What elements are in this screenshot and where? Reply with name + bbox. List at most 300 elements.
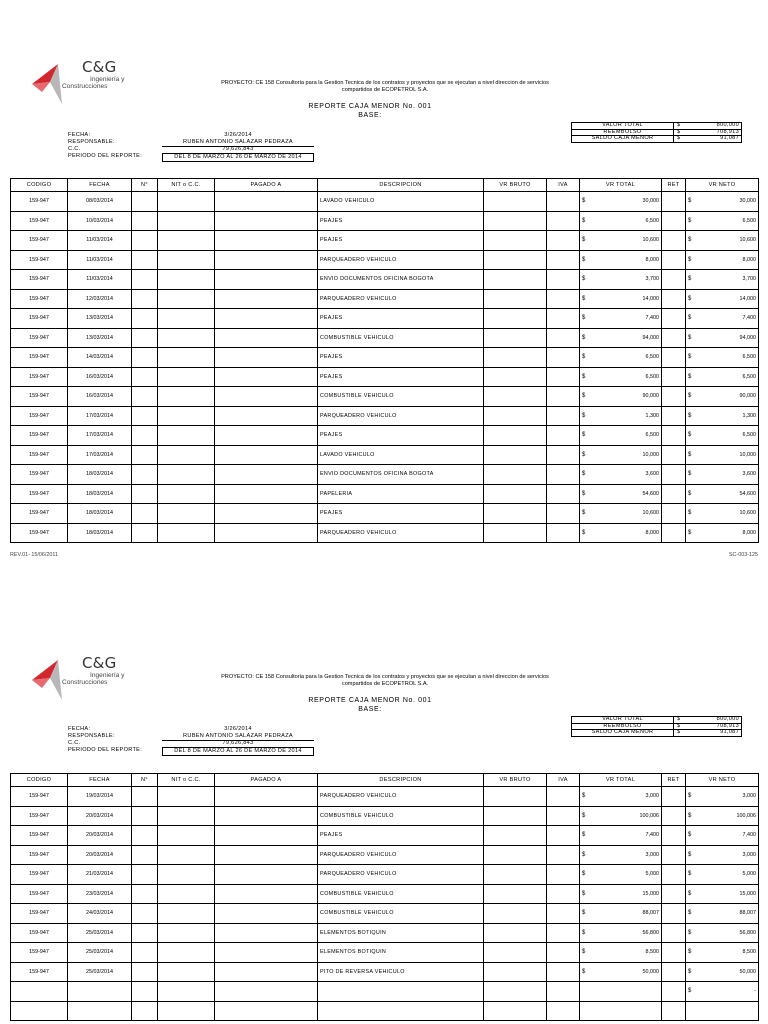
- ret-cell: [662, 845, 686, 865]
- fecha-value: 3/26/2014: [224, 132, 252, 138]
- report-title-block: [270, 697, 470, 714]
- iva-cell: [547, 348, 580, 368]
- codigo-cell: 159-947: [11, 962, 68, 982]
- summary-label: SALDO CAJA MENOR: [572, 730, 674, 737]
- vr-bruto-cell: [484, 250, 547, 270]
- ret-cell: [662, 923, 686, 943]
- report-page-2: [0, 640, 768, 1024]
- column-header: RET: [662, 179, 686, 192]
- codigo-cell: 159-947: [11, 787, 68, 807]
- vr-neto-cell: [686, 904, 759, 924]
- nit-cell: [158, 943, 215, 963]
- vr-bruto-cell: [484, 884, 547, 904]
- summary-row-total: [572, 717, 742, 724]
- ret-cell: [662, 367, 686, 387]
- nit-cell: [158, 387, 215, 407]
- amount-value: 8,000: [645, 256, 659, 263]
- descripcion-cell: PAPELERIA: [318, 484, 484, 504]
- pagado-a-cell: [215, 806, 318, 826]
- ret-cell: [662, 445, 686, 465]
- pagado-a-cell: [215, 504, 318, 524]
- ret-cell: [662, 250, 686, 270]
- table-row: [11, 192, 759, 212]
- currency-symbol: $: [582, 393, 586, 400]
- currency-symbol: $: [582, 373, 586, 380]
- nit-cell: [158, 504, 215, 524]
- periodo-value: DEL 8 DE MARZO AL 26 DE MARZO DE 2014: [162, 747, 314, 756]
- numero-cell: [132, 289, 158, 309]
- table-row: [11, 962, 759, 982]
- codigo-cell: 159-947: [11, 387, 68, 407]
- summary-value: 800,000: [682, 123, 741, 130]
- pagado-a-cell: [215, 943, 318, 963]
- pagado-a-cell: [215, 826, 318, 846]
- table-row: [11, 231, 759, 251]
- pagado-a-cell: [215, 865, 318, 885]
- amount-value: 88,007: [739, 910, 756, 917]
- currency-symbol: $: [688, 315, 692, 322]
- codigo-cell: 159-947: [11, 445, 68, 465]
- numero-cell: [132, 211, 158, 231]
- fecha-cell: 11/03/2014: [68, 270, 132, 290]
- ret-cell: [662, 504, 686, 524]
- fecha-cell: 17/03/2014: [68, 406, 132, 426]
- vr-neto-cell: [686, 484, 759, 504]
- amount-value: 100,006: [639, 812, 659, 819]
- amount-value: 10,600: [642, 510, 659, 517]
- table-row: [11, 406, 759, 426]
- numero-cell: [132, 367, 158, 387]
- numero-cell: [132, 806, 158, 826]
- vr-neto-cell: [686, 943, 759, 963]
- amount-value: 6,500: [742, 373, 756, 380]
- nit-cell: [158, 787, 215, 807]
- summary-label: REEMBOLSO: [572, 723, 674, 730]
- vr-neto-cell: [686, 348, 759, 368]
- ret-cell: [662, 192, 686, 212]
- vr-bruto-cell: [484, 289, 547, 309]
- table-row: [11, 904, 759, 924]
- summary-row-total: [572, 123, 742, 130]
- currency-symbol: $: [582, 812, 586, 819]
- amount-value: 94,000: [739, 334, 756, 341]
- numero-cell: [132, 387, 158, 407]
- table-row: [11, 865, 759, 885]
- numero-cell: [132, 1001, 158, 1021]
- periodo-label: PERIODO DEL REPORTE:: [68, 153, 143, 159]
- currency-symbol: $: [582, 256, 586, 263]
- vr-neto-cell: [686, 845, 759, 865]
- currency-symbol: $: [674, 730, 683, 737]
- amount-value: 90,000: [739, 393, 756, 400]
- ret-cell: [662, 426, 686, 446]
- currency-symbol: $: [688, 529, 692, 536]
- numero-cell: [132, 426, 158, 446]
- pagado-a-cell: [215, 367, 318, 387]
- vr-neto-cell: [686, 982, 759, 1002]
- amount-value: 50,000: [739, 968, 756, 975]
- vr-total-cell: [580, 504, 662, 524]
- numero-cell: [132, 484, 158, 504]
- amount-value: 30,000: [642, 198, 659, 205]
- fecha-cell: 16/03/2014: [68, 367, 132, 387]
- codigo-cell: 159-947: [11, 289, 68, 309]
- fecha-cell: 10/03/2014: [68, 211, 132, 231]
- currency-symbol: $: [688, 793, 692, 800]
- numero-cell: [132, 845, 158, 865]
- vr-neto-cell: [686, 426, 759, 446]
- project-line-1: PROYECTO: CE 158 Consultoria para la Gestion Tecnica de los contratos y proyectos que se ejecutan a nivel direccion de servicios: [221, 674, 549, 680]
- currency-symbol: $: [688, 510, 692, 517]
- fecha-cell: 24/03/2014: [68, 904, 132, 924]
- amount-value: 10,600: [642, 237, 659, 244]
- currency-symbol: $: [582, 968, 586, 975]
- report-title: REPORTE CAJA MENOR No. 001: [308, 697, 432, 704]
- numero-cell: [132, 523, 158, 543]
- fecha-cell: 18/03/2014: [68, 484, 132, 504]
- iva-cell: [547, 826, 580, 846]
- currency-symbol: $: [674, 723, 683, 730]
- table-header-row: [11, 774, 759, 787]
- amount-value: 15,000: [739, 890, 756, 897]
- fecha-cell: 18/03/2014: [68, 523, 132, 543]
- currency-symbol: $: [688, 968, 692, 975]
- numero-cell: [132, 328, 158, 348]
- iva-cell: [547, 367, 580, 387]
- vr-bruto-cell: [484, 504, 547, 524]
- amount-value: 8,500: [742, 949, 756, 956]
- table-row: [11, 348, 759, 368]
- descripcion-cell: PEAJES: [318, 826, 484, 846]
- table-row: [11, 250, 759, 270]
- periodo-value: DEL 8 DE MARZO AL 26 DE MARZO DE 2014: [162, 153, 314, 162]
- pagado-a-cell: [215, 465, 318, 485]
- amount-value: 8,000: [645, 529, 659, 536]
- descripcion-cell: PARQUEADERO VEHICULO: [318, 845, 484, 865]
- amount-value: 14,000: [642, 295, 659, 302]
- currency-symbol: $: [688, 237, 692, 244]
- summary-table: [571, 122, 742, 143]
- amount-value: 10,000: [739, 451, 756, 458]
- currency-symbol: $: [688, 929, 692, 936]
- vr-total-cell: [580, 943, 662, 963]
- descripcion-cell: [318, 1001, 484, 1021]
- currency-symbol: $: [582, 432, 586, 439]
- vr-total-cell: [580, 367, 662, 387]
- currency-symbol: $: [688, 871, 692, 878]
- descripcion-cell: PARQUEADERO VEHICULO: [318, 523, 484, 543]
- fecha-cell: 25/03/2014: [68, 923, 132, 943]
- base-label: BASE:: [358, 111, 382, 119]
- vr-bruto-cell: [484, 192, 547, 212]
- nit-cell: [158, 367, 215, 387]
- amount-value: 3,700: [645, 276, 659, 283]
- currency-symbol: $: [582, 198, 586, 205]
- nit-cell: [158, 982, 215, 1002]
- fecha-cell: 14/03/2014: [68, 348, 132, 368]
- fecha-cell: 11/03/2014: [68, 250, 132, 270]
- summary-value: 91,087: [682, 730, 741, 737]
- vr-neto-cell: [686, 367, 759, 387]
- table-header-row: [11, 179, 759, 192]
- vr-total-cell: [580, 523, 662, 543]
- numero-cell: [132, 943, 158, 963]
- descripcion-cell: COMBUSTIBLE VEHICULO: [318, 806, 484, 826]
- vr-neto-cell: [686, 289, 759, 309]
- nit-cell: [158, 923, 215, 943]
- pagado-a-cell: [215, 904, 318, 924]
- nit-cell: [158, 865, 215, 885]
- column-header: VR BRUTO: [484, 774, 547, 787]
- iva-cell: [547, 309, 580, 329]
- logo-mark-icon: [28, 654, 88, 700]
- currency-symbol: $: [582, 471, 586, 478]
- nit-cell: [158, 289, 215, 309]
- pagado-a-cell: [215, 923, 318, 943]
- codigo-cell: 159-947: [11, 309, 68, 329]
- cc-value: 79,626,843: [222, 740, 254, 746]
- vr-bruto-cell: [484, 806, 547, 826]
- vr-total-cell: [580, 884, 662, 904]
- vr-total-cell: [580, 787, 662, 807]
- iva-cell: [547, 943, 580, 963]
- vr-neto-cell: [686, 826, 759, 846]
- fecha-cell: 11/03/2014: [68, 231, 132, 251]
- currency-symbol: $: [688, 988, 692, 995]
- nit-cell: [158, 962, 215, 982]
- nit-cell: [158, 465, 215, 485]
- numero-cell: [132, 192, 158, 212]
- currency-symbol: $: [582, 890, 586, 897]
- base-label: BASE:: [358, 705, 382, 713]
- pagado-a-cell: [215, 270, 318, 290]
- numero-cell: [132, 250, 158, 270]
- vr-total-cell: [580, 192, 662, 212]
- table-row: [11, 806, 759, 826]
- amount-value: 6,500: [742, 432, 756, 439]
- nit-cell: [158, 523, 215, 543]
- vr-neto-cell: [686, 387, 759, 407]
- responsable-value: RUBEN ANTONIO SALAZAR PEDRAZA: [162, 733, 314, 741]
- ret-cell: [662, 806, 686, 826]
- currency-symbol: $: [688, 373, 692, 380]
- ret-cell: [662, 211, 686, 231]
- vr-neto-cell: [686, 923, 759, 943]
- vr-neto-cell: [686, 806, 759, 826]
- descripcion-cell: PITO DE REVERSA VEHICULO: [318, 962, 484, 982]
- amount-value: 5,000: [742, 871, 756, 878]
- pagado-a-cell: [215, 231, 318, 251]
- logo-tagline-1: Ingeniería y: [90, 672, 125, 679]
- numero-cell: [132, 504, 158, 524]
- amount-value: 6,500: [742, 217, 756, 224]
- amount-value: 8,000: [742, 256, 756, 263]
- currency-symbol: $: [688, 471, 692, 478]
- summary-value: 708,913: [682, 723, 741, 730]
- ret-cell: [662, 484, 686, 504]
- company-logo: [28, 654, 138, 702]
- currency-symbol: $: [582, 451, 586, 458]
- fecha-label: FECHA:: [68, 726, 91, 732]
- codigo-cell: 159-947: [11, 845, 68, 865]
- currency-symbol: $: [688, 354, 692, 361]
- numero-cell: [132, 962, 158, 982]
- fecha-cell: [68, 982, 132, 1002]
- vr-bruto-cell: [484, 211, 547, 231]
- currency-symbol: $: [688, 217, 692, 224]
- fecha-cell: 17/03/2014: [68, 445, 132, 465]
- responsable-label: RESPONSABLE:: [68, 139, 115, 145]
- column-header: RET: [662, 774, 686, 787]
- vr-neto-cell: [686, 523, 759, 543]
- currency-symbol: $: [688, 910, 692, 917]
- amount-value: 3,000: [645, 793, 659, 800]
- descripcion-cell: PARQUEADERO VEHICULO: [318, 289, 484, 309]
- descripcion-cell: COMBUSTIBLE VEHICULO: [318, 328, 484, 348]
- amount-value: 8,000: [742, 529, 756, 536]
- vr-bruto-cell: [484, 523, 547, 543]
- numero-cell: [132, 923, 158, 943]
- nit-cell: [158, 270, 215, 290]
- codigo-cell: 159-947: [11, 806, 68, 826]
- currency-symbol: $: [582, 295, 586, 302]
- codigo-cell: 159-947: [11, 367, 68, 387]
- nit-cell: [158, 806, 215, 826]
- vr-bruto-cell: [484, 982, 547, 1002]
- codigo-cell: 159-947: [11, 523, 68, 543]
- summary-value: 800,000: [682, 717, 741, 724]
- currency-symbol: $: [582, 276, 586, 283]
- vr-neto-cell: [686, 1001, 759, 1021]
- vr-bruto-cell: [484, 406, 547, 426]
- pagado-a-cell: [215, 426, 318, 446]
- descripcion-cell: [318, 982, 484, 1002]
- fecha-cell: 13/03/2014: [68, 328, 132, 348]
- codigo-cell: 159-947: [11, 826, 68, 846]
- vr-bruto-cell: [484, 348, 547, 368]
- ret-cell: [662, 884, 686, 904]
- descripcion-cell: PEAJES: [318, 367, 484, 387]
- pagado-a-cell: [215, 328, 318, 348]
- fecha-cell: 21/03/2014: [68, 865, 132, 885]
- column-header: IVA: [547, 774, 580, 787]
- iva-cell: [547, 904, 580, 924]
- amount-value: 7,400: [645, 315, 659, 322]
- descripcion-cell: PEAJES: [318, 348, 484, 368]
- iva-cell: [547, 387, 580, 407]
- ret-cell: [662, 865, 686, 885]
- codigo-cell: 159-947: [11, 865, 68, 885]
- vr-total-cell: [580, 982, 662, 1002]
- vr-bruto-cell: [484, 962, 547, 982]
- vr-bruto-cell: [484, 445, 547, 465]
- vr-neto-cell: [686, 865, 759, 885]
- currency-symbol: $: [582, 851, 586, 858]
- vr-total-cell: [580, 348, 662, 368]
- currency-symbol: $: [582, 929, 586, 936]
- pagado-a-cell: [215, 962, 318, 982]
- fecha-cell: [68, 1001, 132, 1021]
- table-row: [11, 826, 759, 846]
- table-row: [11, 367, 759, 387]
- fecha-cell: 13/03/2014: [68, 309, 132, 329]
- descripcion-cell: PARQUEADERO VEHICULO: [318, 787, 484, 807]
- descripcion-cell: COMBUSTIBLE VEHICULO: [318, 904, 484, 924]
- descripcion-cell: PARQUEADERO VEHICULO: [318, 250, 484, 270]
- table-row: [11, 309, 759, 329]
- vr-total-cell: [580, 328, 662, 348]
- column-header: DESCRIPCION: [318, 774, 484, 787]
- pagado-a-cell: [215, 445, 318, 465]
- codigo-cell: 159-947: [11, 426, 68, 446]
- ret-cell: [662, 523, 686, 543]
- currency-symbol: $: [582, 910, 586, 917]
- vr-neto-cell: [686, 231, 759, 251]
- table-row: [11, 426, 759, 446]
- pagado-a-cell: [215, 523, 318, 543]
- column-header: NIT o C.C.: [158, 179, 215, 192]
- vr-total-cell: [580, 250, 662, 270]
- currency-symbol: $: [688, 432, 692, 439]
- vr-neto-cell: [686, 504, 759, 524]
- numero-cell: [132, 231, 158, 251]
- company-logo: [28, 58, 138, 106]
- codigo-cell: 159-947: [11, 211, 68, 231]
- pagado-a-cell: [215, 884, 318, 904]
- fecha-cell: 23/03/2014: [68, 884, 132, 904]
- nit-cell: [158, 445, 215, 465]
- summary-value: 708,913: [682, 129, 741, 136]
- table-row: [11, 387, 759, 407]
- vr-neto-cell: [686, 192, 759, 212]
- codigo-cell: 159-947: [11, 406, 68, 426]
- project-line-1: PROYECTO: CE 158 Consultoria para la Gestion Tecnica de los contratos y proyectos que se ejecutan a nivel direccion de servicios: [221, 80, 549, 86]
- vr-total-cell: [580, 484, 662, 504]
- nit-cell: [158, 348, 215, 368]
- vr-total-cell: [580, 270, 662, 290]
- amount-value: 3,600: [742, 471, 756, 478]
- iva-cell: [547, 250, 580, 270]
- vr-bruto-cell: [484, 231, 547, 251]
- project-description: [175, 80, 595, 94]
- vr-neto-cell: [686, 962, 759, 982]
- fecha-cell: 12/03/2014: [68, 289, 132, 309]
- codigo-cell: 159-947: [11, 923, 68, 943]
- fecha-cell: 18/03/2014: [68, 465, 132, 485]
- currency-symbol: $: [582, 832, 586, 839]
- amount-value: 54,600: [739, 490, 756, 497]
- vr-total-cell: [580, 923, 662, 943]
- vr-total-cell: [580, 406, 662, 426]
- amount-value: 3,600: [645, 471, 659, 478]
- currency-symbol: $: [674, 123, 683, 130]
- table-row: [11, 943, 759, 963]
- amount-value: 56,800: [642, 929, 659, 936]
- project-line-2: compartidos de ECOPETROL S.A.: [341, 681, 429, 687]
- table-row: [11, 328, 759, 348]
- iva-cell: [547, 884, 580, 904]
- codigo-cell: 159-947: [11, 465, 68, 485]
- column-header: CODIGO: [11, 179, 68, 192]
- vr-total-cell: [580, 211, 662, 231]
- amount-value: 3,700: [742, 276, 756, 283]
- numero-cell: [132, 309, 158, 329]
- table-row: [11, 484, 759, 504]
- amount-value: 7,400: [742, 832, 756, 839]
- nit-cell: [158, 406, 215, 426]
- currency-symbol: $: [582, 871, 586, 878]
- column-header: FECHA: [68, 774, 132, 787]
